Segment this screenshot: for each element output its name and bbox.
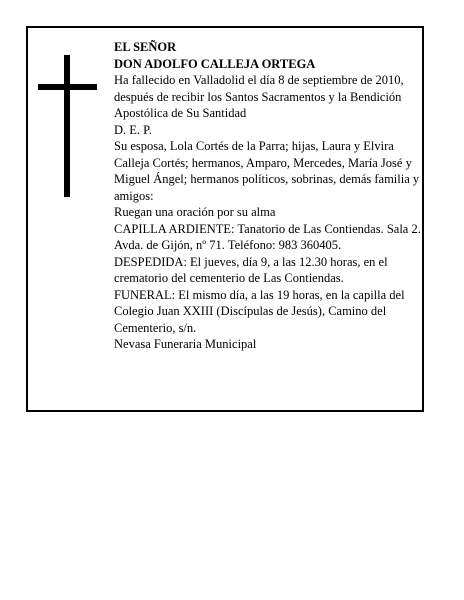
funeral-home: Nevasa Funeraria Municipal — [114, 337, 257, 351]
deceased-name: DON ADOLFO CALLEJA ORTEGA — [114, 56, 316, 71]
despedida: DESPEDIDA: El jueves, día 9, a las 12.30 horas, en el crematorio del cementerio de Las Contiendas. — [114, 254, 388, 285]
death-info: Ha fallecido en Valladolid el día 8 de septiembre de 2010, después de recibir los Santos Sacramentos y la Bendición Apostólica de Su Santidad — [114, 73, 404, 120]
funeral: FUNERAL: El mismo día, a las 19 horas, en la capilla del Colegio Juan XXIII (Discípulas de Jesús), Camino del Cementerio, s/n. — [114, 287, 405, 335]
cross-icon-horizontal — [38, 84, 97, 90]
title-line-1: EL SEÑOR — [114, 40, 177, 54]
family-list: Su esposa, Lola Cortés de la Parra; hijas, Laura y Elvira Calleja Cortés; hermanos, Amparo, Mercedes, María José y Miguel Ángel; hermanos políticos, sobrinas, demás familia y amigos: — [114, 139, 420, 203]
obituary-text — [114, 39, 424, 353]
dep-line: D. E. P. — [114, 122, 152, 137]
cross-icon-vertical — [64, 55, 70, 197]
capilla-ardiente: CAPILLA ARDIENTE: Tanatorio de Las Contiendas. Sala 2. Avda. de Gijón, nº 71. Teléfono: 983 360405. — [114, 221, 421, 252]
prayer-request: Ruegan una oración por su alma — [114, 205, 276, 219]
